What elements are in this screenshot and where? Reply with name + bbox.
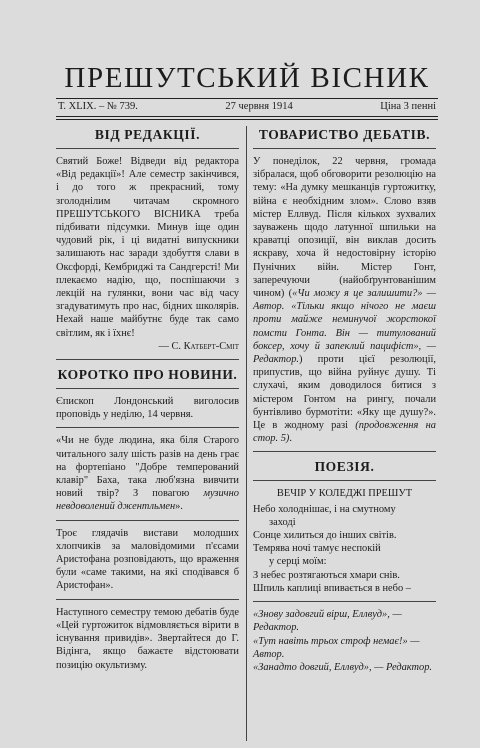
newspaper-page <box>56 62 438 726</box>
poem-body <box>253 503 436 595</box>
poem-note: «Знову задовгий вірш, Еллвуд», — Редактор. <box>253 609 402 634</box>
debate-part-1: У понеділок, 22 червня, громада зібралася, щоб обговорити резолюцію на тему: «На думку мешканців гуртожитку, війна є необхідним злом». Слово взяв містер Еллвуд. Після кількох зухвалих зауважень щодо латунної шпильки на краватці опозиції, він виклав досить яскраву, хоча й недостовірну історію Пунічних війн. Містер Гонт, заперечуючи (найобґрунтованішим чином) ( <box>253 156 436 300</box>
news-item-1: Єпископ Лондонський виголосив проповідь у неділю, 14 червня. <box>56 396 239 421</box>
debate-part-2: ) проти цієї резолюції, припустив, що війна руйнує душу. Ті слухачі, яким доводилося битися з містером Гонтом на рингу, почали бунтівливо бурмотіти: «Яку ще душу?». Це в жодному разі <box>253 354 436 432</box>
debate-rule <box>253 148 436 149</box>
poetry-heading: ПОЕЗІЯ. <box>314 459 375 475</box>
poem-line: Темрява ночі тамує неспокій <box>253 543 381 555</box>
debate-quote-2: «Тільки якщо нічого не маєш проти майже неминучої жорстокої помсти Гонта. Він — титулований боксер, хочу й запеклий пацифіст», — Редактор. <box>253 301 436 366</box>
poetry-rule <box>253 480 436 481</box>
news-item-2-italic: музично невдоволений джентльмен <box>56 488 239 513</box>
editorial-signature <box>56 340 239 353</box>
news-item-4: Наступного семестру темою дебатів буде «Цей гуртожиток відмовляється вірити в існування привидів». Звертайтеся до Г. Відінга, якщо бажаєте відстоювати позицію окультизму. <box>56 606 239 671</box>
left-column <box>56 126 239 674</box>
news-divider-2 <box>56 520 239 521</box>
debate-quote-1: «Чи можу я це залишити?» — Автор. <box>253 288 436 313</box>
news-item-2-text: «Чи не буде людина, яка біля Старого читального залу шість разів на день грає на фортепіано "Добре темперований клавір" Баха, така люб'язна вивчити новий твір? З повагою <box>56 435 239 500</box>
editorial-text: Святий Боже! Відведи від редактора «Від редакції»! Але семестр закінчився, і до того ж прекрасний, тому зголоднілим читачам скромного ПРЕШУТСЬКОГО ВІСНИКА треба підбивати підсумки. Минув іще один чудовий рік, і ці видатні випускники залишають нас заради здобуття слави в Оксфорді, Кембриджі та Сандгерсті! Ми плекаємо надію, що, поспішаючи з лекцій на гулянки, вони час від часу згадуватимуть про нас, бідних школярів. Нехай наше майбутнє буде так само світлим, як і їхнє! <box>56 156 239 339</box>
debate-text <box>253 155 436 445</box>
issue-price: Ціна 3 пенні <box>380 101 436 112</box>
poem-notes <box>253 608 436 674</box>
news-heading: КОРОТКО ПРО НОВИНИ. <box>57 367 238 383</box>
meta-rule <box>56 116 438 120</box>
debate-heading: ТОВАРИСТВО ДЕБАТІВ. <box>258 127 431 142</box>
issue-date: 27 червня 1914 <box>225 101 293 112</box>
editorial-rule <box>56 148 239 149</box>
columns <box>56 126 438 674</box>
right-column <box>253 126 436 674</box>
news-divider-1 <box>56 427 239 428</box>
news-item-2-end: ». <box>175 501 183 513</box>
poem-line: заході <box>269 516 296 528</box>
debate-end: . <box>289 433 292 445</box>
signature-name: Катберт-Сміт <box>183 340 239 352</box>
poem-line: Сонце хилиться до інших світів. <box>253 530 397 542</box>
news-rule <box>56 388 239 389</box>
section-rule-right <box>253 451 436 452</box>
poem-notes-rule <box>253 601 436 602</box>
poem-title: ВЕЧІР У КОЛЕДЖІ ПРЕШУТ <box>276 488 413 500</box>
column-divider <box>246 126 247 741</box>
debate-continued: (продовження на стор. 5) <box>253 420 436 445</box>
news-item-3: Троє глядачів вистави молодших хлопчиків за маловідомими п'єсами Аристофана розповідають, що враження були «саме такими, на які сподівався б Аристофан». <box>56 527 239 592</box>
poem-line: Небо холоднішає, і на смутному <box>253 503 396 515</box>
issue-number: Т. XLIX. – № 739. <box>58 101 138 112</box>
poem-note: «Тут навіть трьох строф немає!» — Автор. <box>253 635 420 660</box>
poem-note: «Занадто довгий, Еллвуд», — Редактор. <box>253 661 433 673</box>
issue-meta <box>56 99 438 114</box>
section-rule <box>56 359 239 360</box>
signature-prefix: — С. <box>158 340 184 352</box>
poem-line: у серці моїм: <box>269 556 327 568</box>
poem-line: Шпиль каплиці впивається в небо – <box>253 582 411 594</box>
editorial-heading: ВІД РЕДАКЦІЇ. <box>94 127 201 142</box>
masthead-title: ПРЕШУТСЬКИЙ ВІСНИК <box>64 62 430 94</box>
news-item-2 <box>56 434 239 513</box>
news-divider-3 <box>56 599 239 600</box>
poem-line: З небес розтягаються хмари снів. <box>253 569 400 581</box>
